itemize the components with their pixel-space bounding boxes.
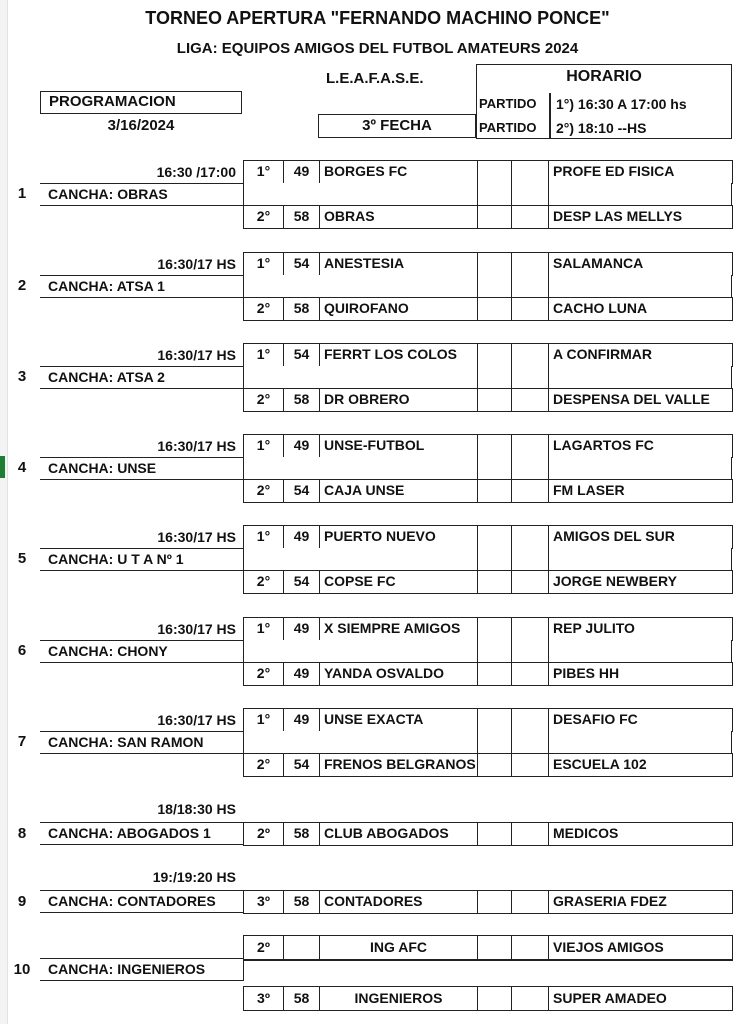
league-subtitle: LIGA: EQUIPOS AMIGOS DEL FUTBOL AMATEURS 2024 [176,40,579,57]
cancha-2-match-2-blank-4[interactable] [511,297,549,321]
cancha-1-match-1-blank-4[interactable] [511,160,549,184]
cancha-8-name[interactable]: CANCHA: ABOGADOS 1 [40,822,244,845]
cancha-1-match-1-away[interactable]: PROFE ED FISICA [548,160,733,184]
cancha-7-mid-left[interactable] [243,731,478,754]
cancha-5-match-1-ord[interactable]: 1° [243,525,284,549]
cancha-3-time: 16:30/17 HS [157,347,236,363]
cancha-7-match-1-away[interactable]: DESAFIO FC [548,708,733,732]
cancha-10-match-2-cat[interactable]: 58 [283,986,320,1011]
horario-header: HORARIO [476,64,732,92]
cancha-5-mid-c[interactable] [548,548,732,571]
cancha-3-match-2-cat[interactable]: 58 [283,388,320,412]
cancha-1-match-1-home[interactable]: BORGES FC [319,160,478,184]
cancha-9-time: 19:/19:20 HS [152,869,236,885]
cancha-7-mid-c[interactable] [548,731,732,754]
selected-row-indicator [0,456,5,478]
cancha-10-match-2-ord[interactable]: 3º [243,986,284,1011]
cancha-3-match-1-ord[interactable]: 1° [243,343,284,367]
cancha-8-match-blank-3[interactable] [477,822,512,846]
cancha-6-time: 16:30/17 HS [157,621,236,637]
cancha-10-match-1-cat[interactable] [283,935,320,960]
league-acronym: L.E.A.F.A.S.E. [326,70,424,87]
cancha-1-match-2-home[interactable]: OBRAS [319,205,478,229]
cancha-2-match-1-ord[interactable]: 1° [243,252,284,276]
cancha-6-match-2-ord[interactable]: 2° [243,662,284,686]
cancha-1-match-1-cat[interactable]: 49 [283,160,320,184]
cancha-7-name[interactable]: CANCHA: SAN RAMON [40,731,244,754]
cancha-2-match-2-ord[interactable]: 2° [243,297,284,321]
partido1-label: PARTIDO [479,96,537,111]
horario-divider [549,93,551,139]
cancha-2-time: 16:30/17 HS [157,256,236,272]
cancha-5-match-1-home[interactable]: PUERTO NUEVO [319,525,478,549]
cancha-5-match-2-blank-4[interactable] [511,570,549,594]
cancha-7-match-1-home[interactable]: UNSE EXACTA [319,708,478,732]
cancha-1-mid-a[interactable] [477,183,512,206]
cancha-6-match-1-ord[interactable]: 1° [243,617,284,641]
cancha-1-match-2-cat[interactable]: 58 [283,205,320,229]
cancha-9-number: 9 [17,893,27,910]
cancha-1-time: 16:30 /17:00 [156,164,236,180]
cancha-2-name[interactable]: CANCHA: ATSA 1 [40,275,244,298]
cancha-6-match-2-away[interactable]: PIBES HH [548,662,733,686]
cancha-6-match-2-cat[interactable]: 49 [283,662,320,686]
cancha-3-match-2-blank-3[interactable] [477,388,512,412]
cancha-10-match-1-away[interactable]: VIEJOS AMIGOS [548,935,733,960]
cancha-3-mid-left[interactable] [243,366,478,389]
cancha-8-number: 8 [17,825,27,842]
cancha-1-match-2-ord[interactable]: 2° [243,205,284,229]
cancha-7-mid-a[interactable] [477,731,512,754]
cancha-7-match-2-ord[interactable]: 2° [243,753,284,777]
cancha-4-mid-b[interactable] [511,457,549,480]
cancha-3-number: 3 [17,368,27,385]
cancha-1-match-2-away[interactable]: DESP LAS MELLYS [548,205,733,229]
cancha-2-mid-c[interactable] [548,275,732,298]
cancha-3-match-1-away[interactable]: A CONFIRMAR [548,343,733,367]
cancha-5-name[interactable]: CANCHA: U T A Nº 1 [40,548,244,571]
cancha-1-match-2-blank-3[interactable] [477,205,512,229]
cancha-1-match-1-blank-3[interactable] [477,160,512,184]
cancha-9-match-blank-4[interactable] [511,890,549,914]
cancha-3-match-2-home[interactable]: DR OBRERO [319,388,478,412]
cancha-4-match-1-away[interactable]: LAGARTOS FC [548,434,733,458]
cancha-7-match-1-blank-4[interactable] [511,708,549,732]
cancha-10-match-2-away[interactable]: SUPER AMADEO [548,986,733,1011]
programacion-label: PROGRAMACION [40,91,242,114]
cancha-2-mid-a[interactable] [477,275,512,298]
cancha-5-match-2-blank-3[interactable] [477,570,512,594]
cancha-4-number: 4 [17,459,27,476]
cancha-8-match-blank-4[interactable] [511,822,549,846]
cancha-4-match-1-ord[interactable]: 1° [243,434,284,458]
partido2-label: PARTIDO [479,120,537,135]
cancha-4-match-1-blank-4[interactable] [511,434,549,458]
fecha-badge: 3º FECHA [318,114,476,138]
cancha-6-name[interactable]: CANCHA: CHONY [40,640,244,663]
cancha-7-match-2-away[interactable]: ESCUELA 102 [548,753,733,777]
cancha-7-match-1-blank-3[interactable] [477,708,512,732]
cancha-10-match-1-blank-4[interactable] [511,935,549,960]
cancha-1-number: 1 [17,185,27,202]
cancha-8-time: 18/18:30 HS [157,801,236,817]
cancha-9-match-away[interactable]: GRASERIA FDEZ [548,890,733,914]
cancha-6-number: 6 [17,642,27,659]
cancha-10-number: 10 [13,961,31,978]
cancha-5-mid-left[interactable] [243,548,478,571]
cancha-5-match-2-cat[interactable]: 54 [283,570,320,594]
cancha-1-mid-c[interactable] [548,183,732,206]
cancha-9-match-blank-3[interactable] [477,890,512,914]
cancha-10-match-1-blank-3[interactable] [477,935,512,960]
cancha-2-match-1-blank-4[interactable] [511,252,549,276]
cancha-6-mid-c[interactable] [548,640,732,663]
cancha-5-number: 5 [17,550,27,567]
cancha-7-time: 16:30/17 HS [157,712,236,728]
cancha-3-match-1-home[interactable]: FERRT LOS COLOS [319,343,478,367]
cancha-7-match-2-blank-4[interactable] [511,753,549,777]
cancha-5-match-1-blank-4[interactable] [511,525,549,549]
cancha-3-match-1-blank-4[interactable] [511,343,549,367]
cancha-2-match-2-away[interactable]: CACHO LUNA [548,297,733,321]
cancha-10-match-1-ord[interactable]: 2º [243,935,284,960]
cancha-9-match-cat[interactable]: 58 [283,890,320,914]
cancha-1-match-1-ord[interactable]: 1° [243,160,284,184]
cancha-5-match-2-ord[interactable]: 2° [243,570,284,594]
cancha-7-match-1-cat[interactable]: 49 [283,708,320,732]
cancha-2-match-1-cat[interactable]: 54 [283,252,320,276]
cancha-6-match-1-blank-3[interactable] [477,617,512,641]
cancha-3-match-1-cat[interactable]: 54 [283,343,320,367]
cancha-4-match-1-cat[interactable]: 49 [283,434,320,458]
cancha-5-time: 16:30/17 HS [157,529,236,545]
cancha-4-match-2-ord[interactable]: 2° [243,479,284,503]
cancha-3-mid-a[interactable] [477,366,512,389]
partido1-time: 1°) 16:30 A 17:00 hs [556,96,687,112]
cancha-5-mid-b[interactable] [511,548,549,571]
cancha-8-match-ord[interactable]: 2º [243,822,284,846]
cancha-6-match-1-away[interactable]: REP JULITO [548,617,733,641]
cancha-3-match-2-blank-4[interactable] [511,388,549,412]
cancha-4-match-2-blank-4[interactable] [511,479,549,503]
cancha-5-match-1-cat[interactable]: 49 [283,525,320,549]
cancha-7-mid-b[interactable] [511,731,549,754]
cancha-1-mid-b[interactable] [511,183,549,206]
cancha-7-number: 7 [17,733,27,750]
cancha-7-match-2-blank-3[interactable] [477,753,512,777]
cancha-8-match-cat[interactable]: 58 [283,822,320,846]
cancha-5-match-1-away[interactable]: AMIGOS DEL SUR [548,525,733,549]
tournament-title: TORNEO APERTURA "FERNANDO MACHINO PONCE" [145,8,610,28]
cancha-3-mid-c[interactable] [548,366,732,389]
cancha-10-match-2-blank-4[interactable] [511,986,549,1011]
cancha-4-mid-left[interactable] [243,457,478,480]
cancha-4-mid-a[interactable] [477,457,512,480]
cancha-1-match-2-blank-4[interactable] [511,205,549,229]
cancha-5-match-2-away[interactable]: JORGE NEWBERY [548,570,733,594]
cancha-6-mid-left[interactable] [243,640,478,663]
cancha-6-match-2-blank-4[interactable] [511,662,549,686]
cancha-6-match-1-cat[interactable]: 49 [283,617,320,641]
cancha-2-mid-b[interactable] [511,275,549,298]
cancha-9-match-ord[interactable]: 3º [243,890,284,914]
cancha-9-match-home[interactable]: CONTADORES [319,890,478,914]
cancha-5-match-1-blank-3[interactable] [477,525,512,549]
cancha-4-time: 16:30/17 HS [157,438,236,454]
cancha-2-mid-left[interactable] [243,275,478,298]
cancha-7-match-2-cat[interactable]: 54 [283,753,320,777]
cancha-6-match-2-blank-3[interactable] [477,662,512,686]
cancha-2-number: 2 [17,277,27,294]
cancha-4-mid-c[interactable] [548,457,732,480]
cancha-8-match-away[interactable]: MEDICOS [548,822,733,846]
cancha-4-match-1-blank-3[interactable] [477,434,512,458]
cancha-10-divider [243,959,733,961]
cancha-3-match-2-ord[interactable]: 2° [243,388,284,412]
cancha-1-name[interactable]: CANCHA: OBRAS [40,183,244,206]
partido2-time: 2°) 18:10 --HS [556,120,647,136]
cancha-6-match-1-home[interactable]: X SIEMPRE AMIGOS [319,617,478,641]
cancha-2-match-2-blank-3[interactable] [477,297,512,321]
cancha-2-match-1-blank-3[interactable] [477,252,512,276]
program-date: 3/16/2024 [107,117,175,134]
cancha-10-match-1-home[interactable]: ING AFC [319,935,478,960]
cancha-6-mid-a[interactable] [477,640,512,663]
cancha-8-match-home[interactable]: CLUB ABOGADOS [319,822,478,846]
cancha-7-match-1-ord[interactable]: 1° [243,708,284,732]
cancha-6-match-1-blank-4[interactable] [511,617,549,641]
cancha-4-match-2-blank-3[interactable] [477,479,512,503]
cancha-4-name[interactable]: CANCHA: UNSE [40,457,244,480]
cancha-6-match-2-home[interactable]: YANDA OSVALDO [319,662,478,686]
cancha-3-name[interactable]: CANCHA: ATSA 2 [40,366,244,389]
cancha-10-match-2-blank-3[interactable] [477,986,512,1011]
cancha-5-mid-a[interactable] [477,548,512,571]
cancha-4-match-2-home[interactable]: CAJA UNSE [319,479,478,503]
cancha-10-match-2-home[interactable]: INGENIEROS [319,986,478,1011]
cancha-2-match-2-home[interactable]: QUIROFANO [319,297,478,321]
cancha-2-match-1-home[interactable]: ANESTESIA [319,252,478,276]
cancha-1-mid-left[interactable] [243,183,478,206]
cancha-9-name[interactable]: CANCHA: CONTADORES [40,890,244,913]
cancha-3-mid-b[interactable] [511,366,549,389]
spreadsheet-row-gutter [0,0,8,1024]
cancha-3-match-2-away[interactable]: DESPENSA DEL VALLE [548,388,733,412]
cancha-10-name[interactable]: CANCHA: INGENIEROS [40,958,244,981]
cancha-7-match-2-home[interactable]: FRENOS BELGRANOS [319,753,478,777]
cancha-4-match-1-home[interactable]: UNSE-FUTBOL [319,434,478,458]
cancha-3-match-1-blank-3[interactable] [477,343,512,367]
cancha-2-match-1-away[interactable]: SALAMANCA [548,252,733,276]
cancha-2-match-2-cat[interactable]: 58 [283,297,320,321]
cancha-6-mid-b[interactable] [511,640,549,663]
cancha-5-match-2-home[interactable]: COPSE FC [319,570,478,594]
cancha-4-match-2-cat[interactable]: 54 [283,479,320,503]
cancha-4-match-2-away[interactable]: FM LASER [548,479,733,503]
